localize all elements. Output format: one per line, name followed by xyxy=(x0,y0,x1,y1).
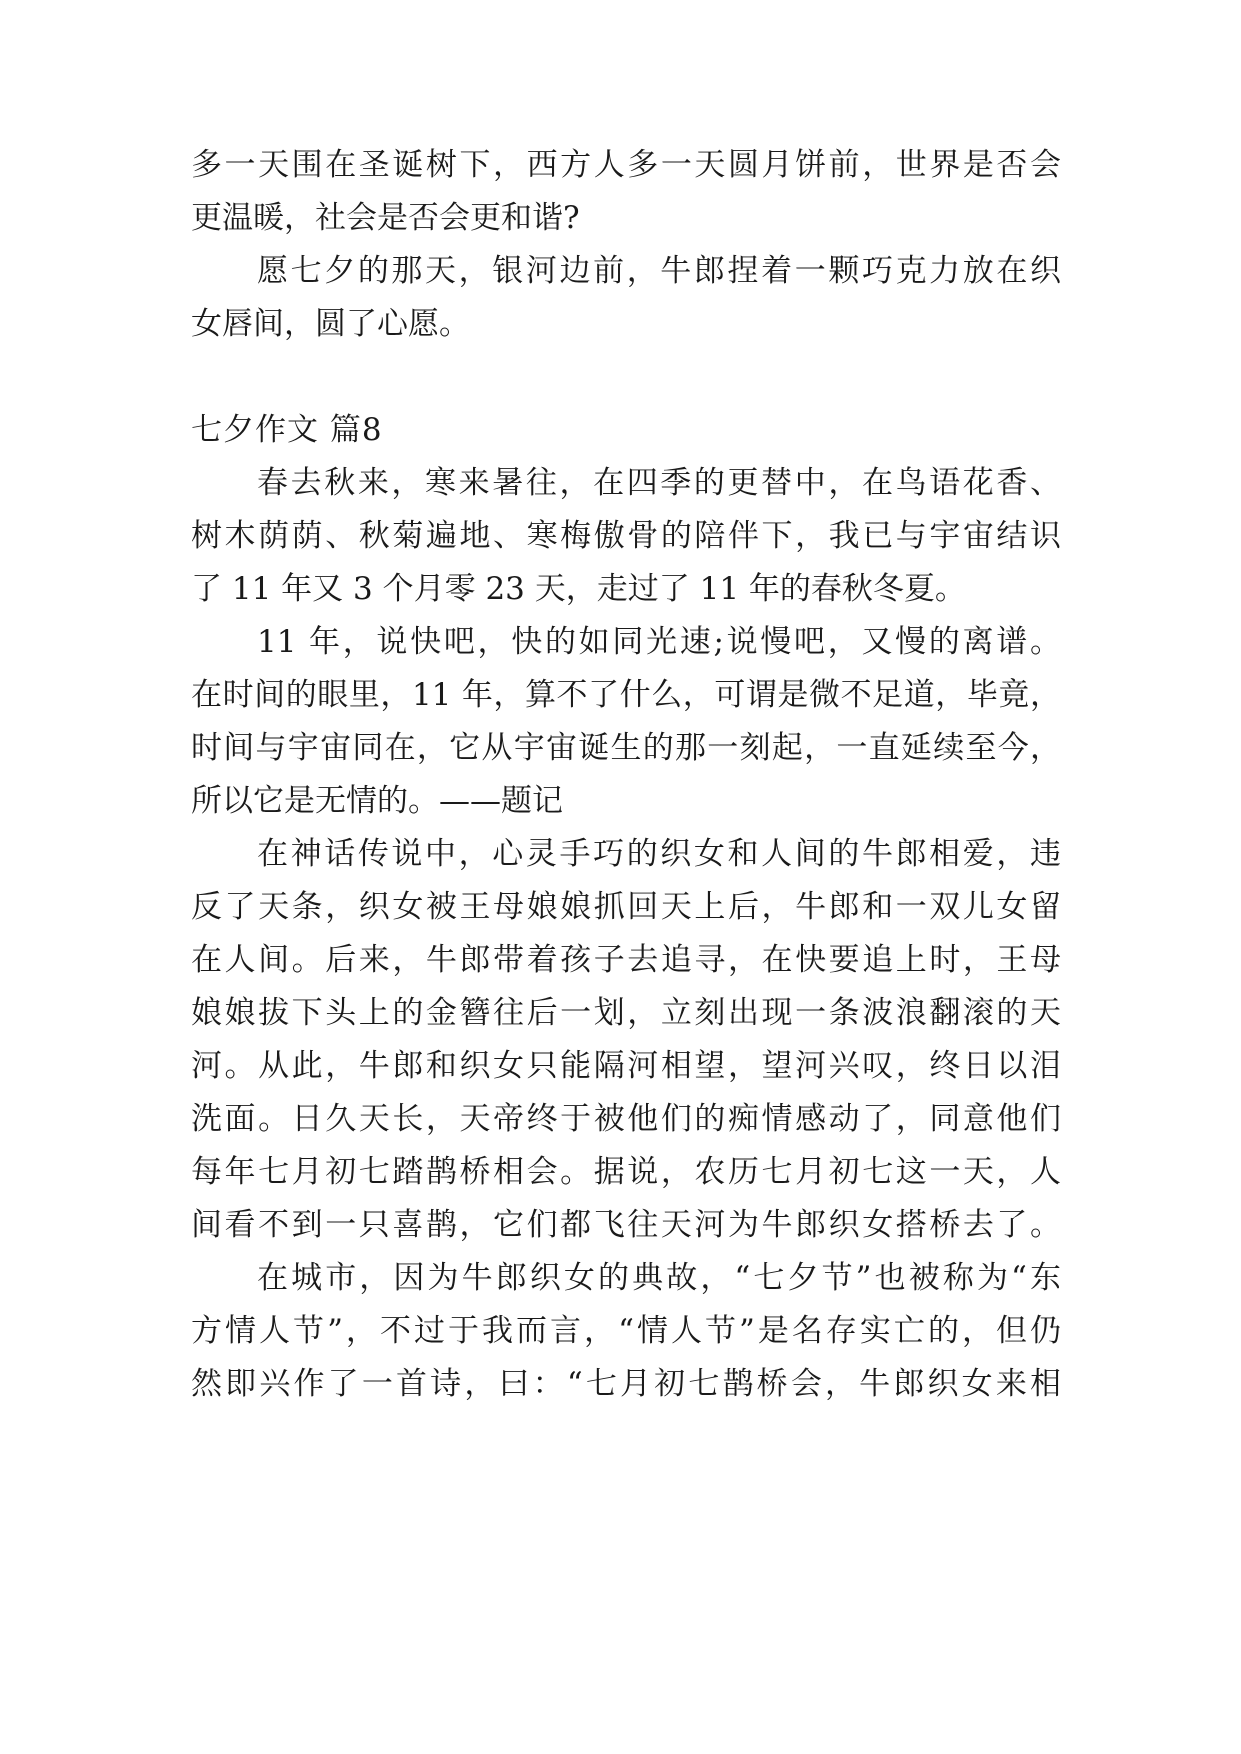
section-heading: 七夕作文 篇8 xyxy=(191,412,383,448)
text-line: 女唇间，圆了心愿。 xyxy=(191,306,470,342)
text-line: 了 11 年又 3 个月零 23 天，走过了 11 年的春秋冬夏。 xyxy=(191,571,966,607)
text-line: 反了天条，织女被王母娘娘抓回天上后，牛郎和一双儿女留 xyxy=(191,889,1061,925)
text-line: 时间与宇宙同在，它从宇宙诞生的那一刻起，一直延续至今， xyxy=(191,730,1061,766)
text-line: 娘娘拔下头上的金簪往后一划，立刻出现一条波浪翻滚的天 xyxy=(191,995,1061,1031)
text-line: 所以它是无情的。——题记 xyxy=(191,783,563,819)
text-line: 11 年，说快吧，快的如同光速;说慢吧，又慢的离谱。 xyxy=(257,624,1061,660)
text-line: 在城市，因为牛郎织女的典故，“七夕节”也被称为“东 xyxy=(257,1260,1061,1296)
text-line: 在神话传说中，心灵手巧的织女和人间的牛郎相爱，违 xyxy=(257,836,1061,872)
text-line: 树木荫荫、秋菊遍地、寒梅傲骨的陪伴下，我已与宇宙结识 xyxy=(191,518,1061,554)
text-line: 在人间。后来，牛郎带着孩子去追寻，在快要追上时，王母 xyxy=(191,942,1061,978)
text-line: 方情人节”，不过于我而言，“情人节”是名存实亡的，但仍 xyxy=(191,1313,1061,1349)
text-line: 洗面。日久天长，天帝终于被他们的痴情感动了，同意他们 xyxy=(191,1101,1061,1137)
text-line: 河。从此，牛郎和织女只能隔河相望，望河兴叹，终日以泪 xyxy=(191,1048,1061,1084)
text-line: 更温暖，社会是否会更和谐? xyxy=(191,200,580,236)
text-line: 每年七月初七踏鹊桥相会。据说，农历七月初七这一天，人 xyxy=(191,1154,1061,1190)
text-line: 间看不到一只喜鹊，它们都飞往天河为牛郎织女搭桥去了。 xyxy=(191,1207,1061,1243)
text-line: 春去秋来，寒来暑往，在四季的更替中，在鸟语花香、 xyxy=(257,465,1061,501)
text-line: 多一天围在圣诞树下，西方人多一天圆月饼前，世界是否会 xyxy=(191,147,1061,183)
text-line: 在时间的眼里，11 年，算不了什么，可谓是微不足道，毕竟， xyxy=(191,677,1061,713)
text-line: 然即兴作了一首诗，曰：“七月初七鹊桥会，牛郎织女来相 xyxy=(191,1366,1061,1402)
text-line: 愿七夕的那天，银河边前，牛郎捏着一颗巧克力放在织 xyxy=(257,253,1061,289)
